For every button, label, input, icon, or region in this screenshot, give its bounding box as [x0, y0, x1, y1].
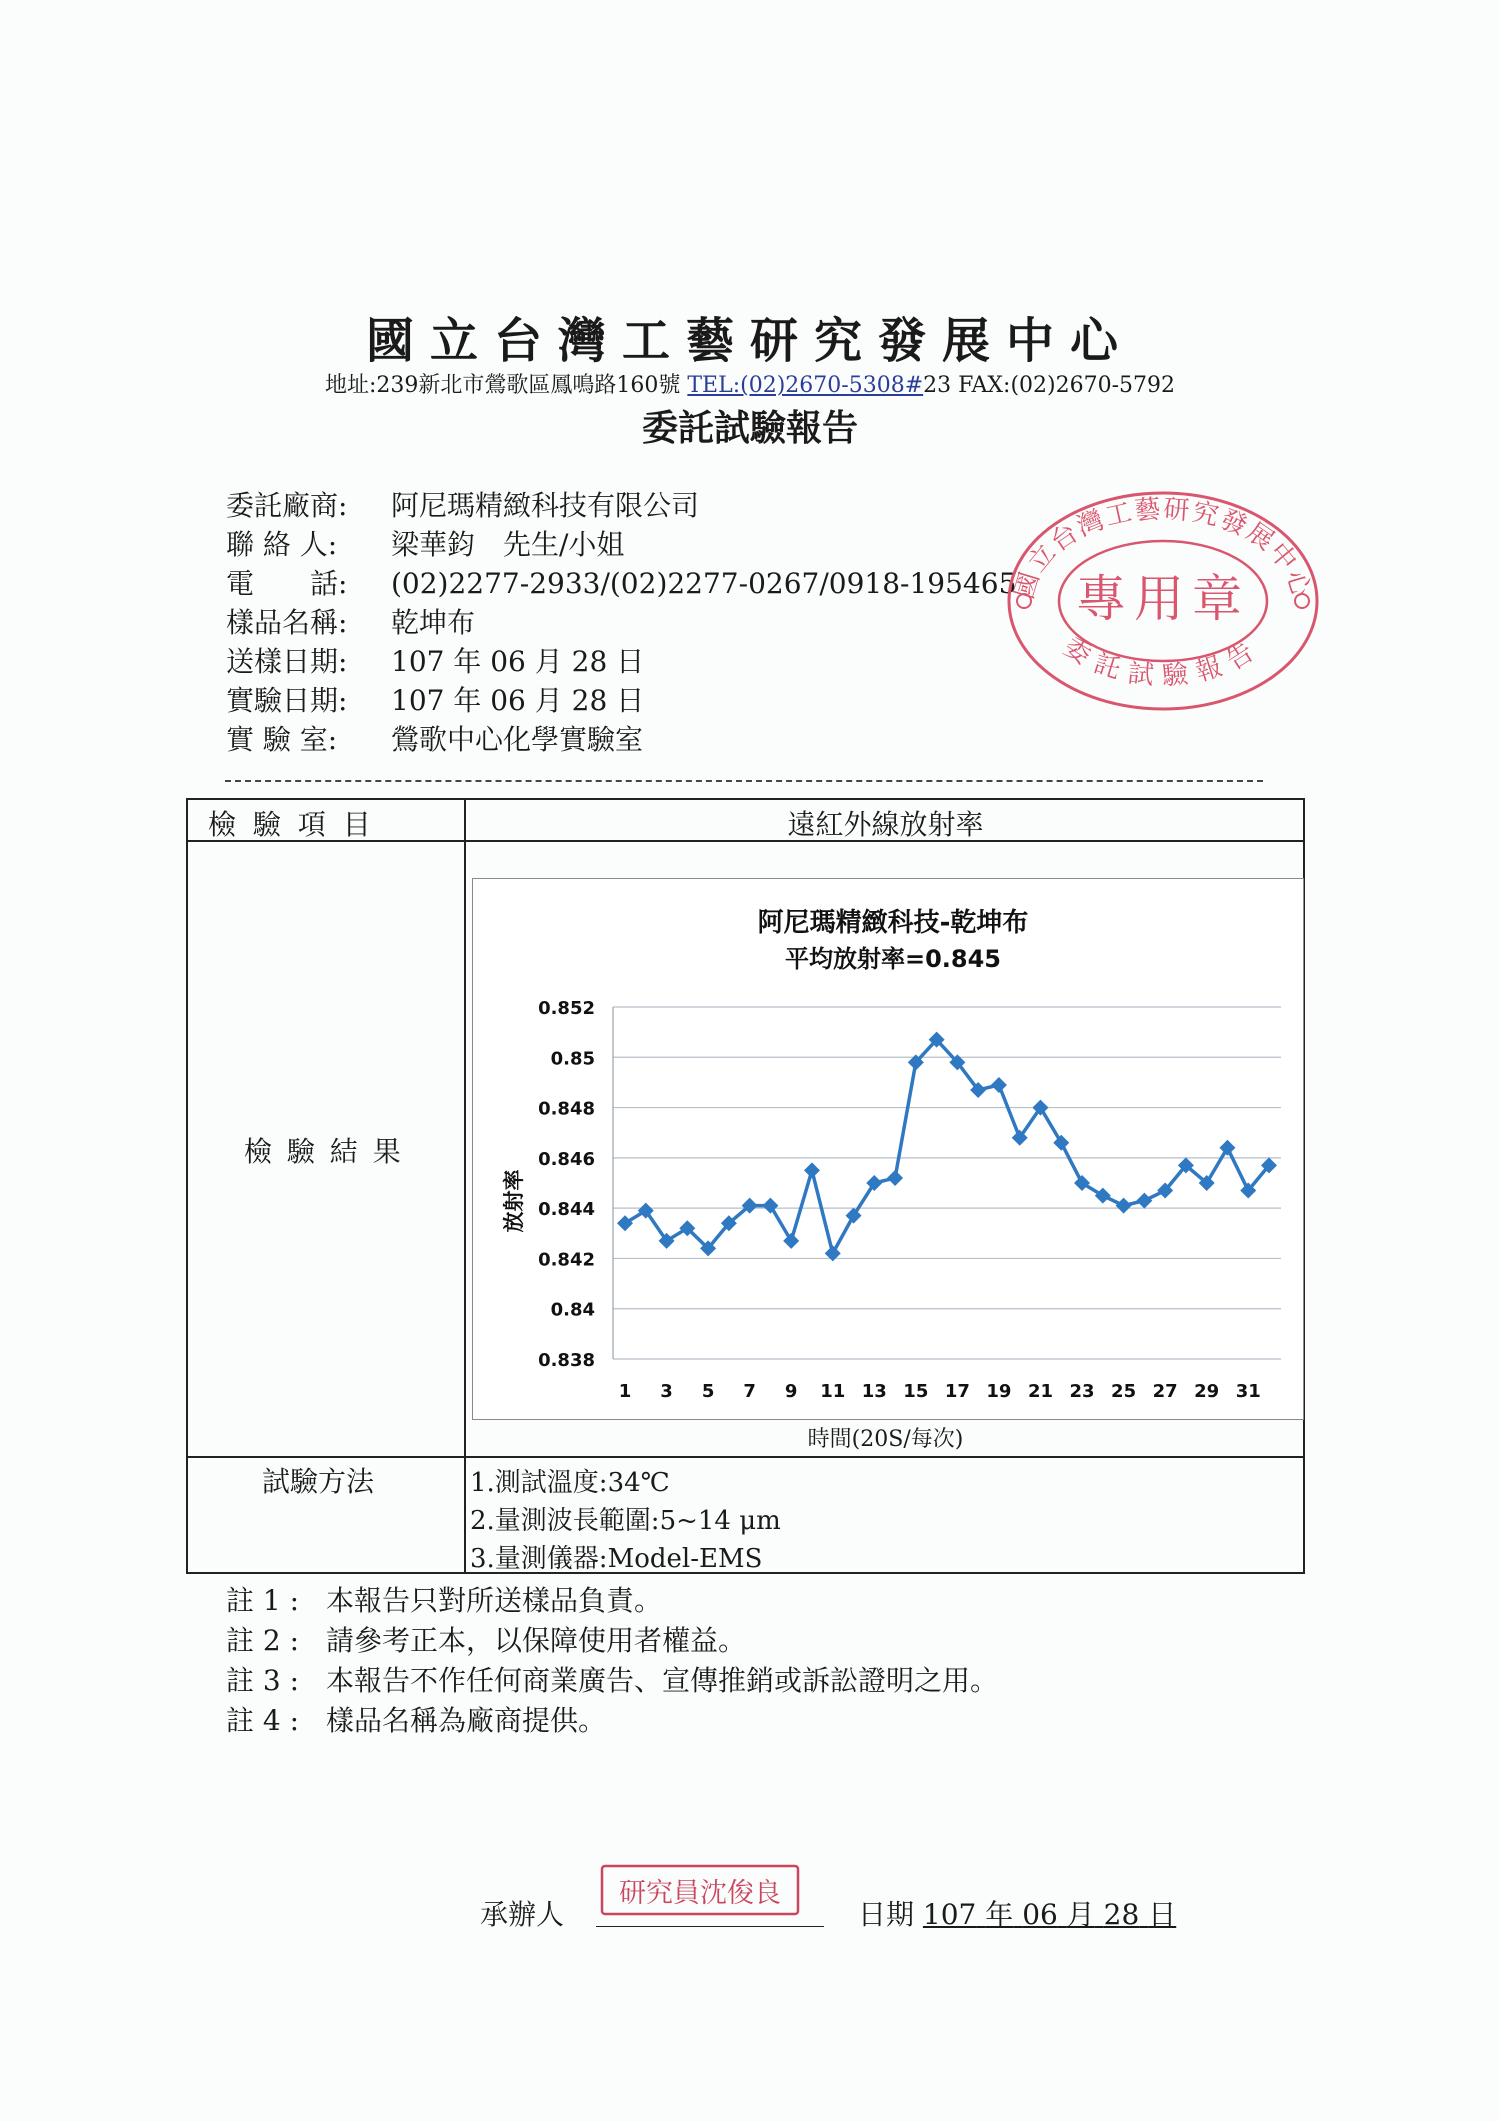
separator-line [225, 780, 1263, 782]
info-sent-date [226, 640, 644, 680]
item-value: 遠紅外線放射率 [787, 808, 984, 841]
x-tick-label: 1 [618, 1381, 632, 1402]
x-tick-label: 31 [1235, 1381, 1261, 1402]
x-tick-label: 29 [1194, 1381, 1220, 1402]
series-line [625, 1040, 1269, 1254]
x-tick-label: 5 [701, 1381, 715, 1402]
note-4 [226, 1699, 606, 1737]
chart-title: 阿尼瑪精緻科技-乾坤布 [757, 908, 1029, 938]
date-month: 06 [1022, 1898, 1058, 1931]
data-point [1074, 1175, 1090, 1191]
data-point [1095, 1188, 1111, 1204]
method-line-3: 3.量測儀器:Model-EMS [470, 1544, 763, 1574]
client-value: 阿尼瑪精緻科技有限公司 [391, 489, 700, 522]
data-point [1053, 1135, 1069, 1151]
address: 地址:239新北市鶯歌區鳳鳴路160號 [324, 373, 681, 398]
info-contact [226, 523, 624, 563]
client-label: 委託廠商: [226, 489, 348, 522]
date-year: 107 [922, 1898, 977, 1931]
telephone: TEL:(02)2670-5308# [687, 373, 924, 398]
note-label: 註 4 : [226, 1704, 300, 1737]
x-tick-label: 25 [1111, 1381, 1137, 1402]
svg-text:研究員沈俊良: 研究員沈俊良 [619, 1878, 781, 1909]
data-point [762, 1198, 778, 1214]
data-point [1219, 1140, 1235, 1156]
x-tick-label: 3 [660, 1381, 673, 1402]
emissivity-chart [472, 878, 1304, 1420]
signature-stamp [600, 1862, 800, 1924]
data-point [991, 1077, 1007, 1093]
date-day: 28 [1103, 1898, 1140, 1931]
svg-text:委託試驗報告: 委託試驗報告 [1058, 631, 1268, 692]
official-seal [1003, 486, 1323, 720]
note-label: 註 3 : [226, 1664, 300, 1697]
note-3 [226, 1659, 998, 1697]
date-label: 日期 [858, 1898, 915, 1931]
date-day-unit: 日 [1148, 1898, 1177, 1931]
y-tick-label: 0.838 [538, 1350, 595, 1371]
y-tick-label: 0.846 [538, 1148, 595, 1170]
note-1 [226, 1579, 662, 1617]
y-tick-label: 0.85 [550, 1048, 595, 1070]
info-lab [226, 718, 643, 758]
contact-label: 聯 絡 人: [226, 528, 338, 561]
item-header: 檢 驗 項 目 [208, 808, 375, 841]
info-sample [226, 601, 475, 641]
test-date-value: 107 年 06 月 28 日 [391, 684, 645, 717]
x-tick-label: 7 [743, 1381, 756, 1402]
svg-text:專用章: 專用章 [1076, 570, 1250, 628]
test-date-label: 實驗日期: [226, 684, 348, 717]
x-tick-label: 9 [784, 1381, 798, 1402]
sent-date-value: 107 年 06 月 28 日 [391, 645, 645, 678]
info-client [226, 484, 699, 524]
note-text: 本報告只對所送樣品負責。 [326, 1584, 663, 1617]
handler-label: 承辦人 [480, 1898, 565, 1931]
data-point [617, 1215, 633, 1231]
info-phone [226, 562, 1016, 602]
y-tick-label: 0.84 [550, 1299, 595, 1321]
x-tick-label: 15 [903, 1381, 929, 1402]
telephone-extension: 23 [923, 373, 952, 398]
svg-text:國立台灣工藝研究發展中心: 國立台灣工藝研究發展中心 [1009, 494, 1317, 603]
organization-name: 國立台灣工藝研究發展中心 [365, 313, 1134, 369]
lab-value: 鶯歌中心化學實驗室 [391, 723, 644, 756]
data-point [783, 1233, 799, 1249]
result-label: 檢 驗 結 果 [244, 1135, 404, 1168]
signature-stamp-graphic [600, 1862, 800, 1920]
data-point [1136, 1193, 1152, 1209]
sample-value: 乾坤布 [391, 606, 476, 639]
data-point [804, 1162, 820, 1178]
x-tick-label: 21 [1027, 1381, 1054, 1402]
sent-date-label: 送樣日期: [226, 645, 348, 678]
method-label: 試驗方法 [262, 1465, 375, 1498]
seal-graphic [1003, 486, 1323, 716]
address-line [0, 368, 1500, 399]
fax: FAX:(02)2670-5792 [958, 373, 1176, 398]
x-tick-label: 27 [1152, 1381, 1178, 1402]
note-text: 樣品名稱為廠商提供。 [326, 1704, 607, 1737]
info-test-date [226, 679, 644, 719]
note-label: 註 1 : [226, 1584, 300, 1617]
note-label: 註 2 : [226, 1624, 300, 1657]
report-title: 委託試驗報告 [641, 408, 858, 449]
method-line-1: 1.測試溫度:34℃ [470, 1468, 670, 1498]
x-tick-label: 23 [1069, 1381, 1095, 1402]
chart-svg [473, 879, 1305, 1421]
row-divider [188, 1456, 1303, 1458]
x-tick-label: 13 [861, 1381, 887, 1402]
y-tick-label: 0.842 [538, 1249, 595, 1271]
x-tick-label: 19 [986, 1381, 1012, 1402]
note-text: 本報告不作任何商業廣告、宣傳推銷或訴訟證明之用。 [326, 1664, 999, 1697]
phone-label: 電 話: [226, 567, 348, 600]
x-tick-label: 11 [820, 1381, 846, 1402]
phone-value: (02)2277-2933/(02)2277-0267/0918-195465 [391, 567, 1017, 600]
x-axis-label: 時間(20S/每次) [807, 1427, 964, 1452]
footer-date [858, 1893, 1176, 1933]
x-tick-label: 17 [944, 1381, 970, 1402]
data-point [1116, 1198, 1132, 1214]
chart-subtitle: 平均放射率=0.845 [784, 945, 1002, 973]
date-year-unit: 年 [985, 1898, 1014, 1931]
note-text: 請參考正本，以保障使用者權益。 [326, 1624, 747, 1657]
contact-value: 梁華鈞 先生/小姐 [391, 528, 625, 561]
result-table [186, 798, 1305, 1574]
date-month-unit: 月 [1066, 1898, 1095, 1931]
data-point [887, 1170, 903, 1186]
y-tick-label: 0.852 [538, 998, 595, 1019]
y-axis-label: 放射率 [501, 1169, 526, 1233]
method-line-2: 2.量測波長範圍:5~14 μm [470, 1506, 781, 1536]
y-tick-label: 0.844 [538, 1199, 595, 1221]
lab-label: 實 驗 室: [226, 723, 338, 756]
date-value [923, 1898, 1176, 1931]
signature-line [596, 1926, 824, 1927]
y-tick-label: 0.848 [538, 1098, 595, 1120]
sample-label: 樣品名稱: [226, 606, 348, 639]
note-2 [226, 1619, 746, 1657]
